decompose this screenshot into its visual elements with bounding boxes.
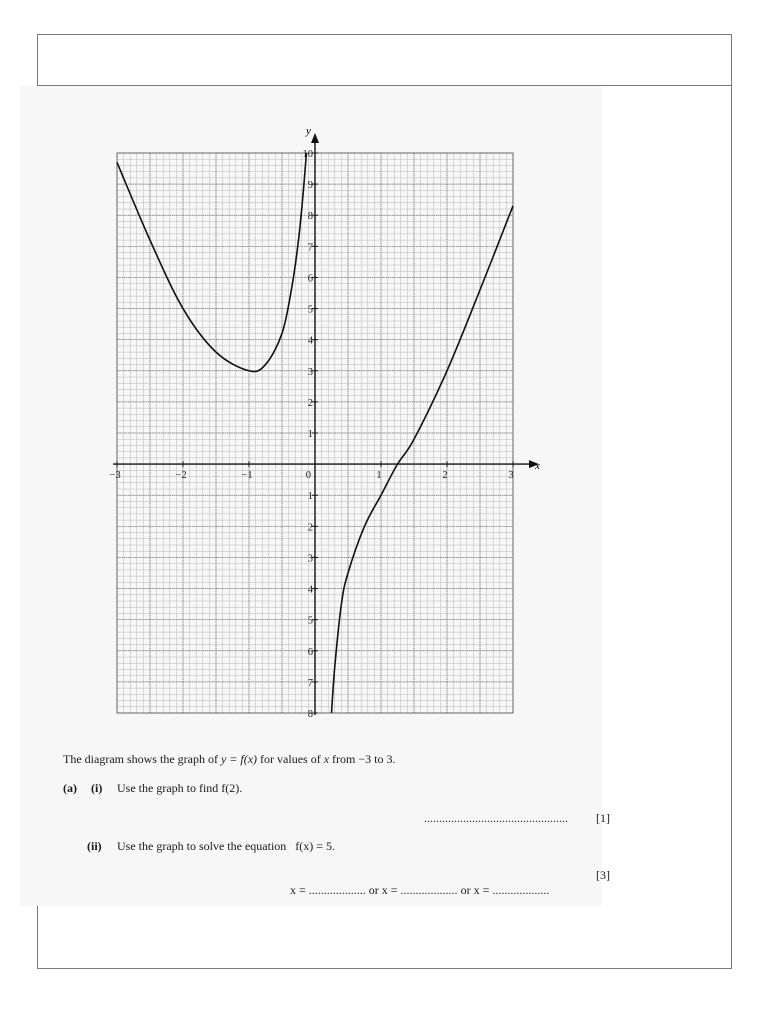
x-tick-label: −2 <box>175 470 187 482</box>
x-tick-label: 3 <box>508 470 514 482</box>
curve-right-branch <box>332 206 514 713</box>
y-axis-arrow <box>311 133 319 143</box>
mark-3: [3] <box>596 868 610 882</box>
y-tick-label: 1 <box>307 429 313 440</box>
y-tick-label: 5 <box>307 304 313 316</box>
y-tick-label: 4 <box>307 584 313 596</box>
answer-line-1[interactable]: ................................................ <box>424 811 568 825</box>
question-intro: The diagram shows the graph of y = f(x) for values of x from −3 to 3. <box>63 752 396 766</box>
axes <box>113 125 540 715</box>
part-ii-label: (ii) <box>87 839 102 853</box>
or-1: or <box>365 883 382 897</box>
y-axis-label: y <box>306 125 311 137</box>
part-i-label: (i) <box>91 781 103 795</box>
y-tick-label: 6 <box>307 646 313 658</box>
part-i-text: Use the graph to find f(2). <box>117 781 243 795</box>
y-tick-label: 8 <box>307 211 313 223</box>
x-tick-label: −1 <box>241 470 253 482</box>
x-tick-label: 0 <box>305 470 311 482</box>
part-ii-text: Use the graph to solve the equation f(x) = 5. <box>117 839 336 853</box>
answer-x1[interactable]: x = ................... <box>290 883 366 897</box>
answer-x3[interactable]: x = ................... <box>473 883 550 897</box>
y-tick-label: 6 <box>307 273 313 285</box>
x-axis-label: x <box>535 460 540 473</box>
y-tick-label: 10 <box>302 149 313 160</box>
y-tick-label: 9 <box>307 180 313 192</box>
or-2: or <box>457 883 474 897</box>
y-tick-label: 2 <box>307 397 313 409</box>
curve-left-branch <box>117 153 306 372</box>
x-tick-label: 1 <box>376 470 382 482</box>
part-a-label: (a) <box>63 781 77 795</box>
y-tick-label: 3 <box>307 553 313 565</box>
y-tick-label: 3 <box>307 366 313 378</box>
y-tick-label: 2 <box>307 522 313 534</box>
y-tick-label: 1 <box>307 491 313 503</box>
mark-1: [1] <box>596 811 610 825</box>
y-tick-label: 7 <box>307 677 313 689</box>
y-tick-label: 8 <box>307 709 313 720</box>
y-tick-label: 4 <box>307 335 313 347</box>
answer-x2[interactable]: x = ................... <box>381 883 458 897</box>
x-tick-label: 2 <box>442 470 448 482</box>
y-tick-label: 7 <box>307 242 313 254</box>
answer-line-3 <box>284 868 549 898</box>
y-tick-label: 5 <box>307 615 313 627</box>
x-tick-label: −3 <box>109 470 121 482</box>
